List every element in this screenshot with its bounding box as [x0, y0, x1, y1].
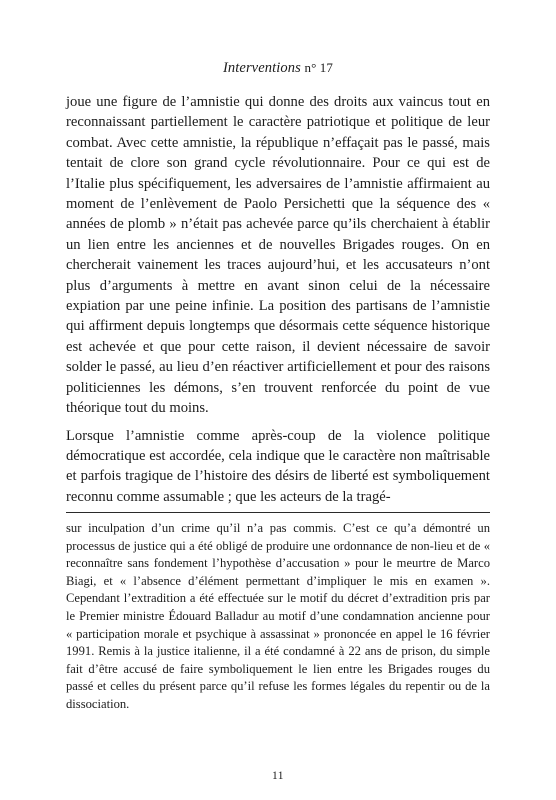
- footnote-separator: [66, 512, 490, 513]
- running-header: [0, 60, 556, 77]
- body-paragraph: joue une figure de l’amnistie qui donne des droits aux vaincus tout en reconnaissant partiellement le caractère patriotique et politique de leur combat. Avec cette amnistie, la république n’effaçait pas le passé, mais tentait de clore son grand cycle révolutionnaire. Pour ce qui est de l’Italie plus spécifiquement, les adversaires de l’amnistie affirmaient au moment de l’enlèvement de Paolo Persichetti que la séquence des « années de plomb » n’était pas achevée parce qu’ils cherchaient à établir un lien entre les anciennes et de nouvelles Brigades rouges. On en chercherait vainement les traces aujourd’hui, et les accusateurs n’ont plus d’arguments à mettre en avant sinon celui de la nécessaire expiation par une peine infinie. La position des partisans de l’amnistie qui affirment depuis longtemps que désormais cette séquence historique est achevée et que pour cette raison, il devient nécessaire de savoir solder le passé, au lieu d’en réactiver artificiellement et pour des raisons politiciennes les démons, s’en trouvent renforcée du point de vue théorique tout du moins.: [66, 94, 490, 417]
- footnote-text: sur inculpation d’un crime qu’il n’a pas commis. C’est ce qu’a démontré un processus de justice qui a été obligé de produire une ordonnance de non-lieu et de « reconnaître sans fondement l’hypothèse d’accusation » pour le meurtre de Marco Biagi, et « l’absence d’élément permettant d’impliquer le mis en examen ». Cependant l’extradition a été effectuée sur le motif du décret d’extradition pris par le Premier ministre Édouard Balladur au motif d’une condamnation ancienne pour « participation morale et psychique à assassinat » prononcée en appel le 16 février 1991. Remis à la justice italienne, il a été condamné à 22 ans de prison, du simple fait d’être accusé de faire symboliquement le lien entre les Brigades rouges du passé et celles du présent parce qu’il refuse les formes légales du repentir ou de la dissociation.: [66, 521, 490, 711]
- running-header-title: Interventions: [223, 60, 301, 76]
- running-header-number: n° 17: [304, 60, 333, 75]
- body-paragraph: Lorsque l’amnistie comme après-coup de la violence politique démocratique est accordée, cela indique que le caractère non maîtrisable et parfois tragique de l’histoire des désirs de liberté est symboliquement reconnu comme assumable ; que les acteurs de la tragé-: [66, 427, 490, 505]
- main-text: [66, 92, 490, 507]
- page-number: 11: [271, 770, 285, 782]
